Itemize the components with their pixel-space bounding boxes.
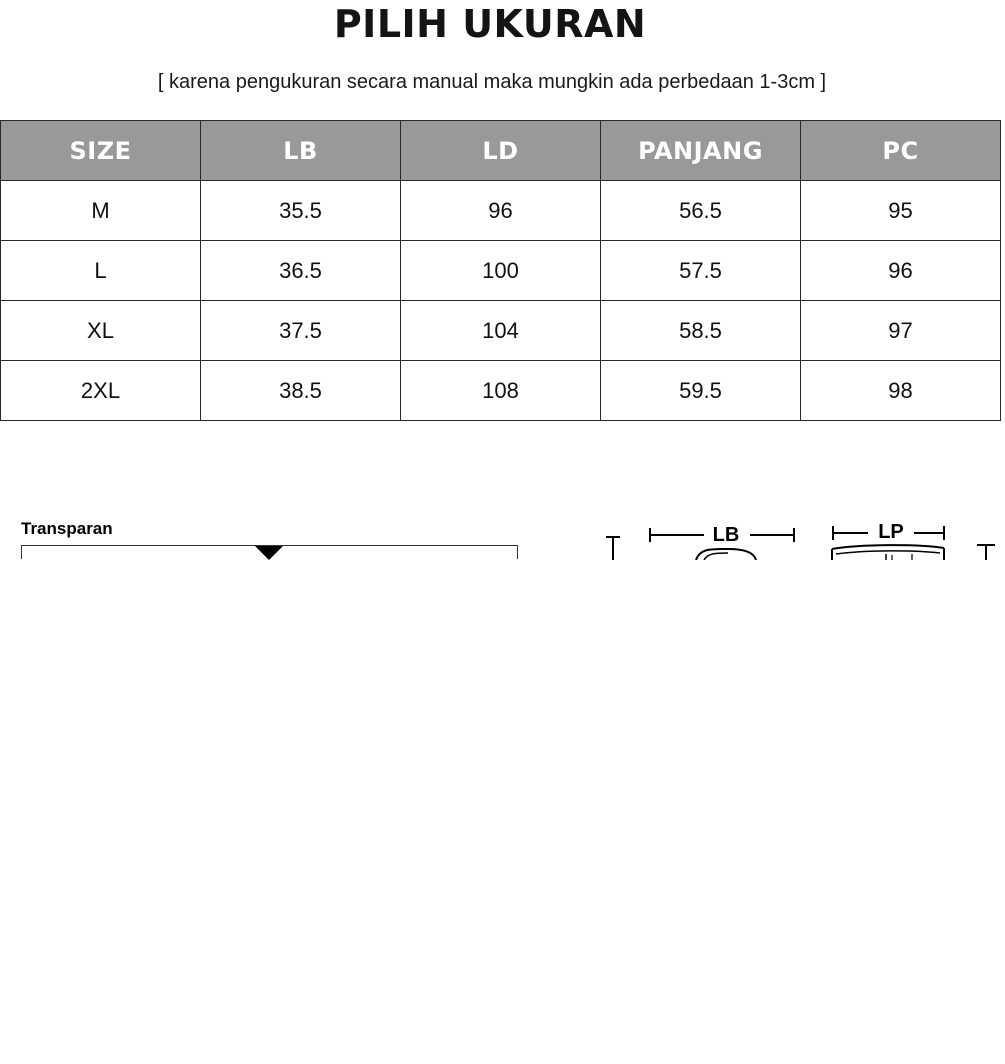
table-row (1, 361, 1001, 421)
lp-dimension-label: LP (878, 521, 904, 543)
table-cell: 97 (801, 301, 1001, 361)
measurement-diagram-svg (600, 515, 1005, 560)
column-header-panjang: PANJANG (601, 121, 801, 181)
size-chart-table (0, 120, 1001, 421)
transparency-scale (21, 545, 519, 560)
column-header-size: SIZE (1, 121, 201, 181)
table-cell: 35.5 (201, 181, 401, 241)
measurement-diagram (600, 515, 1005, 560)
table-cell: 58.5 (601, 301, 801, 361)
table-cell: 100 (401, 241, 601, 301)
table-cell: 59.5 (601, 361, 801, 421)
table-cell: 56.5 (601, 181, 801, 241)
column-header-ld: LD (401, 121, 601, 181)
table-cell: 108 (401, 361, 601, 421)
table-cell: 2XL (1, 361, 201, 421)
table-cell: 36.5 (201, 241, 401, 301)
measurement-note: [ karena pengukuran secara manual maka mungkin ada perbedaan 1-3cm ] (157, 71, 827, 93)
table-row (1, 301, 1001, 361)
table-row (1, 241, 1001, 301)
table-row (1, 181, 1001, 241)
table-cell: XL (1, 301, 201, 361)
table-cell: L (1, 241, 201, 301)
table-cell: 104 (401, 301, 601, 361)
column-header-pc: PC (801, 121, 1001, 181)
table-cell: 98 (801, 361, 1001, 421)
table-cell: 96 (801, 241, 1001, 301)
table-header-row (1, 121, 1001, 181)
scale-marker-icon (255, 546, 283, 560)
table-cell: 38.5 (201, 361, 401, 421)
page-title: PILIH UKURAN (333, 2, 647, 46)
transparency-label: Transparan (21, 519, 113, 538)
column-header-lb: LB (201, 121, 401, 181)
table-cell: 57.5 (601, 241, 801, 301)
lb-dimension-label: LB (712, 524, 740, 546)
scale-tick-right (517, 545, 518, 559)
scale-tick-left (21, 545, 22, 559)
table-cell: M (1, 181, 201, 241)
table-cell: 96 (401, 181, 601, 241)
table-cell: 37.5 (201, 301, 401, 361)
table-cell: 95 (801, 181, 1001, 241)
